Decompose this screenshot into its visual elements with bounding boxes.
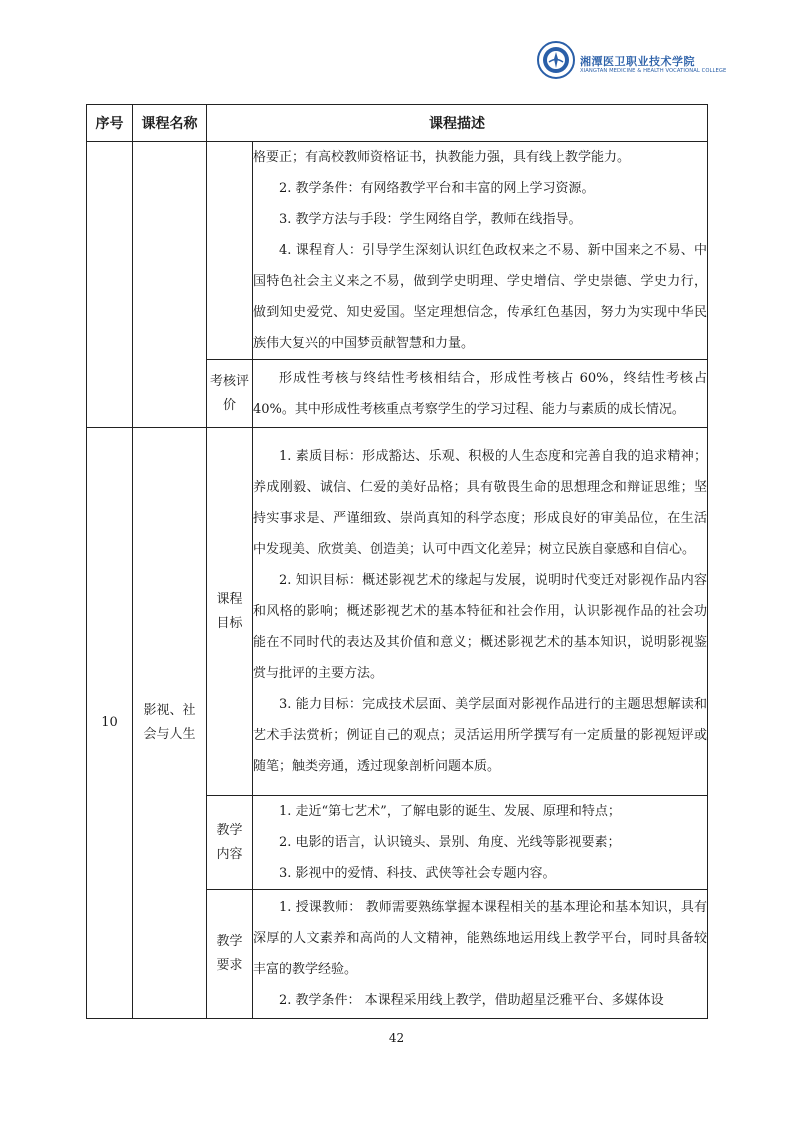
paragraph: 3. 能力目标：完成技术层面、美学层面对影视作品进行的主题思想解读和艺术手法赏析；例证自己的观点；灵活运用所学撰写有一定质量的影视短评或随笔；触类旁通，透过现象剖析问题本质。 <box>253 697 707 774</box>
table-header-row <box>87 105 708 142</box>
school-name-english: XIANGTAN MEDICINE & HEALTH VOCATIONAL COLLEGE <box>580 68 727 74</box>
prev-name-cell <box>133 142 207 428</box>
paragraph: 2. 教学条件：有网络教学平台和丰富的网上学习资源。 <box>279 181 595 196</box>
paragraph: 1. 素质目标：形成豁达、乐观、积极的人生态度和完善自我的追求精神；养成刚毅、诚信、仁爱的美好品格；具有敬畏生命的思想理念和辩证思维；坚持实事求是、严谨细致、崇尚真知的科学态度；形成良好的审美品位，在生活中发现美、欣赏美、创造美；认可中西文化差异；树立民族自豪感和自信心。 <box>253 449 707 557</box>
paragraph: 2. 电影的语言，认识镜头、景别、角度、光线等影视要素； <box>279 835 621 850</box>
course-description-table <box>86 104 708 1019</box>
paragraph: 3. 教学方法与手段：学生网络自学，教师在线指导。 <box>279 212 582 227</box>
paragraph: 1. 走近“第七艺术”，了解电影的诞生、发展、原理和特点； <box>279 804 621 819</box>
requirements-cell <box>253 890 708 1019</box>
assessment-label: 考核评价 <box>207 360 253 428</box>
table-row <box>87 428 708 796</box>
goals-label: 课程目标 <box>207 428 253 796</box>
school-name: 湘潭医卫职业技术学院 <box>580 55 695 68</box>
course-number: 10 <box>87 428 133 1019</box>
paragraph: 形成性考核与终结性考核相结合，形成性考核占 60%，终结性考核占 40%。其中形成性考核重点考察学生的学习过程、能力与素质的成长情况。 <box>253 370 707 417</box>
header-course-name: 课程名称 <box>133 105 207 142</box>
school-emblem-icon <box>536 40 576 80</box>
paragraph: 3. 影视中的爱情、科技、武侠等社会专题内容。 <box>279 866 556 881</box>
content-cell <box>253 796 708 890</box>
page-number: 42 <box>388 1031 405 1045</box>
school-logo <box>536 40 736 90</box>
header-number: 序号 <box>87 105 133 142</box>
paragraph: 1. 授课教师： 教师需要熟练掌握本课程相关的基本理论和基本知识，具有深厚的人文素养和高尚的人文精神，能熟练地运用线上教学平台，同时具备较丰富的教学经验。 <box>253 900 707 977</box>
paragraph: 4. 课程育人：引导学生深刻认识红色政权来之不易、新中国来之不易、中国特色社会主义来之不易，做到学史明理、学史增信、学史崇德、学史力行，做到知史爱党、知史爱国。坚定理想信念，传承红色基因，努力为实现中华民族伟大复兴的中国梦贡献智慧和力量。 <box>253 243 707 351</box>
prev-sub-label-cell <box>207 142 253 360</box>
requirements-label: 教学要求 <box>207 890 253 1019</box>
paragraph: 2. 知识目标：概述影视艺术的缘起与发展，说明时代变迁对影视作品内容和风格的影响；概述影视艺术的基本特征和社会作用，认识影视作品的社会功能在不同时代的表达及其价值和意义；概述影视艺术的基本知识，说明影视鉴赏与批评的主要方法。 <box>253 573 707 681</box>
prev-number-cell <box>87 142 133 428</box>
prev-requirements-cell <box>253 142 708 360</box>
goals-cell <box>253 428 708 796</box>
paragraph: 2. 教学条件： 本课程采用线上教学，借助超星泛雅平台、多媒体设 <box>279 993 664 1008</box>
table-row <box>87 142 708 360</box>
course-name: 影视、社会与人生 <box>133 428 207 1019</box>
assessment-cell <box>253 360 708 428</box>
paragraph: 格要正；有高校教师资格证书，执教能力强，具有线上教学能力。 <box>253 150 631 165</box>
header-course-description: 课程描述 <box>207 105 708 142</box>
content-label: 教学内容 <box>207 796 253 890</box>
